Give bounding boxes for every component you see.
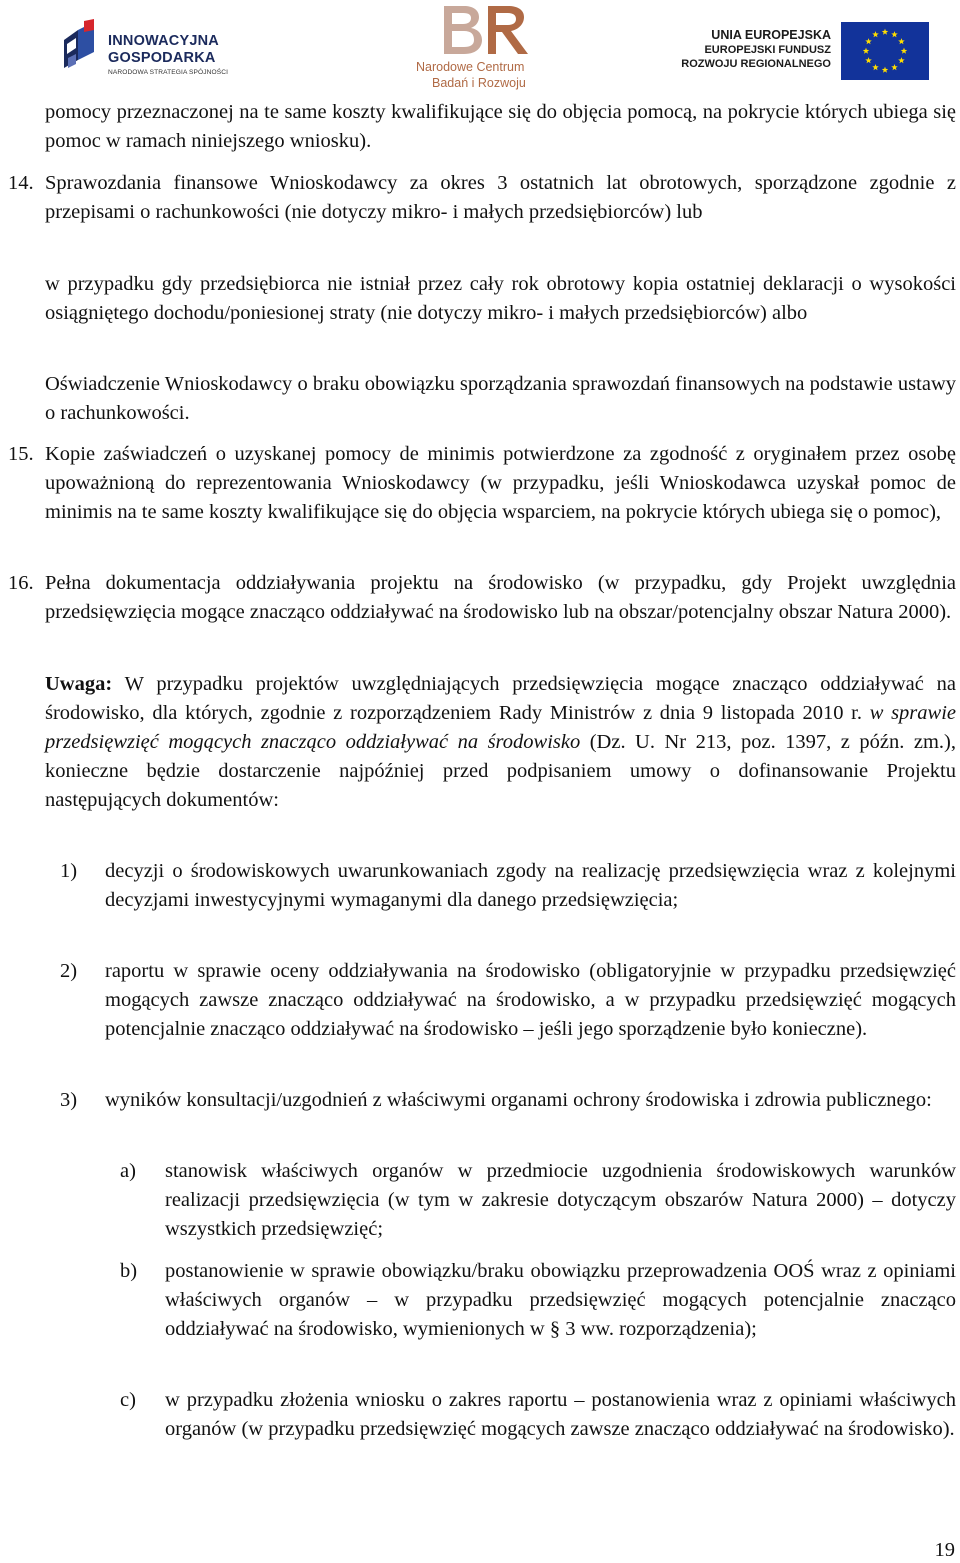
item-15-number: 15. <box>8 443 34 465</box>
list-item-3-text: wyników konsultacji/uzgodnień z właściwymi organami ochrony środowiska i zdrowia publicznego: <box>105 1089 932 1111</box>
sublist-item-b-marker: b) <box>120 1260 138 1282</box>
item-16-paragraph: Pełna dokumentacja oddziaływania projektu na środowisko (w przypadku, gdy Projekt uwzględnia przedsięwzięcia mogące znacząco oddziaływać na środowisko lub na obszar/potencjalny obszar Natura 2000). <box>45 572 956 623</box>
item-14-paragraph-3: Oświadczenie Wnioskodawcy o braku obowiązku sporządzania sprawozdań finansowych na podstawie ustawy o rachunkowości. <box>45 373 956 424</box>
item-14-number: 14. <box>8 172 34 194</box>
item-16-number: 16. <box>8 572 34 594</box>
sublist-item-b-text: postanowienie w sprawie obowiązku/braku obowiązku przeprowadzenia OOŚ wraz z opiniami właściwych organów – w przypadku przedsięwzięć mogących potencjalnie znacząco oddziaływać na środowisko, wymienionych w § 3 ww. rozporządzenia); <box>165 1260 956 1340</box>
sublist-item-a-text: stanowisk właściwych organów w przedmiocie uzgodnienia środowiskowych warunków realizacji przedsięwzięcia (w tym w zakresie dotyczącym obszarów Natura 2000) – dotyczy wszystkich przedsięwzięć; <box>165 1160 956 1240</box>
note-regulation-title: w sprawie przedsięwzięć mogących znacząco oddziaływać na środowisko <box>45 702 956 753</box>
innowacyjna-gospodarka-emblem-icon <box>58 18 100 74</box>
logo-line-3: NARODOWA STRATEGIA SPÓJNOŚCI <box>108 69 229 76</box>
sublist-item-c-marker: c) <box>120 1389 136 1411</box>
list-item-1-marker: 1) <box>60 860 78 882</box>
list-item-2-marker: 2) <box>60 960 78 982</box>
logo-line-2: GOSPODARKA <box>108 50 216 66</box>
note-paragraph <box>45 670 956 815</box>
logo-line-2: Badań i Rozwoju <box>432 76 526 90</box>
eu-logo <box>681 20 929 80</box>
logo-line-3: ROZWOJU REGIONALNEGO <box>681 58 831 70</box>
item-15-paragraph: Kopie zaświadczeń o uzyskanej pomocy de minimis potwierdzone za zgodność z oryginałem przez osobę upoważnioną do reprezentowania Wnioskodawcy (w przypadku, jeśli Wnioskodawca uzyskał pomoc de minimis na te same koszty kwalifikujące się do objęcia wsparciem, na pokrycie których ubiega się o pomoc), <box>45 443 956 523</box>
note-label: Uwaga: <box>45 673 113 695</box>
eu-flag-icon <box>841 22 929 80</box>
item-14-paragraph-2: w przypadku gdy przedsiębiorca nie istniał przez cały rok obrotowy kopia ostatniej deklaracji o wysokości osiągniętego dochodu/poniesionej straty (nie dotyczy mikro- i małych przedsiębiorców) albo <box>45 273 956 324</box>
logo-line-1: UNIA EUROPEJSKA <box>711 28 831 42</box>
list-item-3-marker: 3) <box>60 1089 78 1111</box>
intro-paragraph: pomocy przeznaczonej na te same koszty kwalifikujące się do objęcia pomocą, na pokrycie których ubiega się pomoc w ramach niniejszego wniosku). <box>45 101 956 152</box>
list-item-1-text: decyzji o środowiskowych uwarunkowaniach zgody na realizację przedsięwzięcia wraz z kolejnymi decyzjami inwestycyjnymi wymaganymi dla danego przedsięwzięcia; <box>105 860 956 911</box>
note-text-part-2: (Dz. U. Nr 213, poz. 1397, z późn. zm.), konieczne będzie dostarczenie najpóźniej przed podpisaniem umowy o dofinansowanie Projektu następujących dokumentów: <box>45 731 956 811</box>
sublist-item-a-marker: a) <box>120 1160 136 1182</box>
logo-line-1: Narodowe Centrum <box>416 60 525 74</box>
innowacyjna-gospodarka-logo <box>58 18 233 76</box>
list-item-2-text: raportu w sprawie oceny oddziaływania na środowisko (obligatoryjnie w przypadku przedsięwzięć mogących zawsze znacząco oddziaływać na środowisko, a w przypadku przedsięwzięć mogących potencjalnie znacząco oddziaływać na środowisko – jeśli jego sporządzenie było konieczne). <box>105 960 956 1040</box>
logo-line-2: EUROPEJSKI FUNDUSZ <box>704 44 831 56</box>
page-number: 19 <box>934 1539 955 1561</box>
sublist-item-c-text: w przypadku złożenia wniosku o zakres raportu – postanowienia wraz z opiniami właściwych organów (w przypadku przedsięwzięć mogących zawsze znacząco oddziaływać na środowisko). <box>165 1389 956 1440</box>
note-text-part-1: W przypadku projektów uwzględniających przedsięwzięcia mogące znacząco oddziaływać na środowisko, dla których, zgodnie z rozporządzeniem Rady Ministrów z dnia 9 listopada 2010 r. <box>45 673 956 724</box>
ncbr-logo <box>410 2 570 94</box>
ncbr-br-monogram-icon <box>438 2 544 60</box>
item-14-paragraph-1: Sprawozdania finansowe Wnioskodawcy za okres 3 ostatnich lat obrotowych, sporządzone zgodnie z przepisami o rachunkowości (nie dotyczy mikro- i małych przedsiębiorców) lub <box>45 172 956 223</box>
logo-line-1: INNOWACYJNA <box>108 33 219 49</box>
